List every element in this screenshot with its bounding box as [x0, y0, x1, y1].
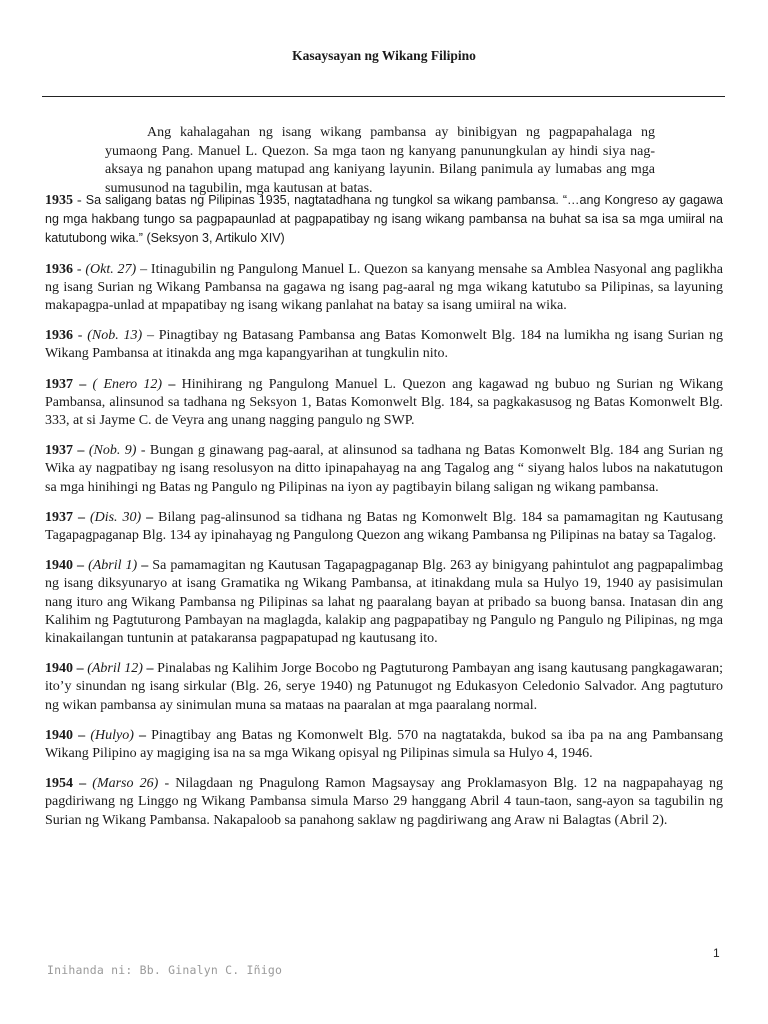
entry-dash: –: [162, 376, 182, 392]
intro-paragraph: Ang kahalagahan ng isang wikang pambansa ay binibigyan ng pagpapahalaga ng yumaong Pang. Manuel L. Quezon. Sa mga taon ng kanyang panunungkulan ay hindi siya nag-aksaya ng panahon upang matupad ang kaniyang layunin. Bilang panimula ay lumabas ang mga sumusunod na tagubilin, mga kautusan at batas.: [105, 125, 655, 196]
page-number: 1: [713, 946, 720, 960]
entry-text: Pinagtibay ang Batas ng Komonwelt Blg. 570 na nagtatakda, bukod sa iba pa na ang Pambansang Wikang Pilipino ay magiging isa na sa mga Wikang opisyal ng Pilipinas simula sa Hulyo 4, 1946.: [45, 727, 724, 762]
entry-date: (Abril 1): [88, 558, 138, 574]
entry-separator: -: [73, 193, 86, 208]
entry-separator: –: [73, 661, 88, 677]
entry-year: 1935: [45, 193, 73, 208]
entry-separator: –: [73, 443, 89, 459]
footer-credit: Inihanda ni: Bb. Ginalyn C. Iñigo: [47, 963, 283, 977]
timeline-entry: [45, 509, 723, 545]
entry-separator: -: [73, 328, 88, 344]
entry-text: Bungan g ginawang pag-aaral, at alinsunod sa tadhana ng Batas Komonwelt Blg. 184 ang Surian ng Wika ay nagpatibay ng isang resolusyon na ditto ipinapahayag na ang Tagalog ang “ siyang halos lubos na nakatutugon sa mga hinihingi ng Batas ng Pangulo ng Pilipinas na iyon ay pagtibayin bilang saligan ng wikang pambansa.: [45, 443, 723, 495]
entry-date: ( Enero 12): [92, 376, 163, 392]
entry-text: Sa pamamagitan ng Kautusan Tagapagpaganap Blg. 263 ay binigyang pahintulot ang pagpapalimbag ng isang diksyunaryo at isang Gramatika ng Wikang Pambansa, at itinakdang mula sa Hulyo 19, 1940 ay pasisimulan nang ituro ang Wikang Pambansa ng Pilipinas sa lahat ng paaralang bayan at pribado sa buong bansa. Inatasan din ang Kalihim ng Pagtuturong Pambayan na maglagda, kalakip ang pagpapatibay ng Pangulo ng Pangulo ng Pilipinas, ng mga kinakailangan tuntunin at patakaransa pagpapatupad ng kautusang ito.: [45, 558, 724, 647]
entry-separator: –: [73, 727, 91, 743]
entry-separator: -: [73, 261, 86, 277]
entry-separator: –: [73, 558, 89, 574]
entry-date: (Hulyo): [90, 727, 134, 743]
entry-year: 1940: [45, 661, 73, 677]
timeline-entry: [45, 727, 723, 763]
timeline-entries: [45, 191, 723, 842]
entry-separator: –: [73, 376, 93, 392]
entry-separator: –: [73, 776, 93, 792]
entry-text: Bilang pag-alinsunod sa tidhana ng Batas ng Komonwelt Blg. 184 sa pamamagitan ng Kautusang Tagapagpaganap Blg. 134 ay ipinahayag ng Pangulong Quezon ang wikang Pambansa ng Pilipinas na batay sa Tagalog.: [45, 509, 724, 544]
timeline-entry: [45, 660, 723, 715]
timeline-entry: [45, 261, 723, 316]
entry-year: 1937: [45, 443, 73, 459]
entry-year: 1936: [45, 261, 73, 277]
entry-dash: -: [136, 443, 150, 459]
entry-text: Sa saligang batas ng Pilipinas 1935, nagtatadhana ng tungkol sa wikang pambansa. “…ang Kongreso ay gagawa ng mga hakbang tungo sa pagpapaunlad at pagpapatibay ng isang wikang pambansa na buhat sa isa sa mga umiiral na katutubong wika.” (Seksyon 3, Artikulo XIV): [45, 193, 723, 246]
entry-date: (Abril 12): [87, 661, 143, 677]
entry-date: (Dis. 30): [89, 509, 142, 525]
entry-dash: –: [141, 509, 159, 525]
document-title: Kasaysayan ng Wikang Filipino: [292, 48, 476, 63]
entry-dash: –: [136, 261, 151, 277]
entry-year: 1936: [45, 328, 73, 344]
timeline-entry: [45, 376, 723, 431]
entry-dash: –: [142, 328, 159, 344]
timeline-entry: [45, 191, 723, 249]
timeline-entry: [45, 557, 723, 648]
entry-text: Itinagubilin ng Pangulong Manuel L. Quezon sa kanyang mensahe sa Amblea Nasyonal ang paglikha ng isang Surian ng Wikang Pambansa na gagawa ng isang pag-aaral ng mga wikang katutubo sa Pilipinas, sa layuning makapagpa-unlad at mpapatibay ng isang wikang panlahat na batay sa isang umiiral na wika.: [45, 261, 723, 314]
entry-text: Pinagtibay ng Batasang Pambansa ang Batas Komonwelt Blg. 184 na lumikha ng isang Surian ng Wikang Pambansa at itinakda ang mga kapangyarihan at tungkulin nito.: [45, 328, 723, 362]
timeline-entry: [45, 775, 723, 830]
timeline-entry: [45, 327, 723, 363]
entry-text: Hinihirang ng Pangulong Manuel L. Quezon ang kagawad ng bubuo ng Surian ng Wikang Pambansa, alinsunod sa tadhana ng Seksyon 1, Batas Komonwelt Blg. 184, sa pagkakasusog ng Batas Komonwelt Blg. 333, at si Jayme C. de Veyra ang unang nagging pangulo ng SWP.: [45, 376, 723, 429]
entry-dash: –: [137, 558, 153, 574]
entry-year: 1937: [45, 376, 73, 392]
entry-dash: –: [142, 661, 158, 677]
entry-date: (Marso 26): [92, 776, 159, 792]
entry-year: 1940: [45, 558, 73, 574]
entry-text: Nilagdaan ng Pnagulong Ramon Magsaysay ang Proklamasyon Blg. 12 na nagpapahayag ng pagdiriwang ng Linggo ng Wikang Pambansa simula Marso 29 hanggang Abril 4 taun-taon, sang-ayon sa tagubilin ng Surian ng Wikang Pambansa. Nakapaloob sa panahong saklaw ng pagdiriwang ang Araw ni Balagtas (Abril 2).: [45, 776, 723, 828]
timeline-entry: [45, 442, 723, 497]
entry-date: (Nob. 13): [87, 328, 143, 344]
entry-year: 1940: [45, 727, 73, 743]
entry-date: (Nob. 9): [88, 443, 137, 459]
entry-dash: –: [133, 727, 152, 743]
entry-text: Pinalabas ng Kalihim Jorge Bocobo ng Pagtuturong Pambayan ang isang kautusang pangkagawaran; ito’y sinundan ng isang sirkular (Blg. 26, serye 1940) ng Patunugot ng Edukasyon Celedonio Salvador. Ang pagtuturo ng wikan pambansa ay sinimulan muna sa mataas na paaralan at mga paaralang normal.: [45, 661, 724, 713]
entry-year: 1954: [45, 776, 73, 792]
entry-year: 1937: [45, 509, 73, 525]
entry-separator: –: [73, 509, 90, 525]
title-divider: [42, 96, 725, 97]
entry-date: (Okt. 27): [85, 261, 137, 277]
entry-dash: -: [158, 776, 176, 792]
